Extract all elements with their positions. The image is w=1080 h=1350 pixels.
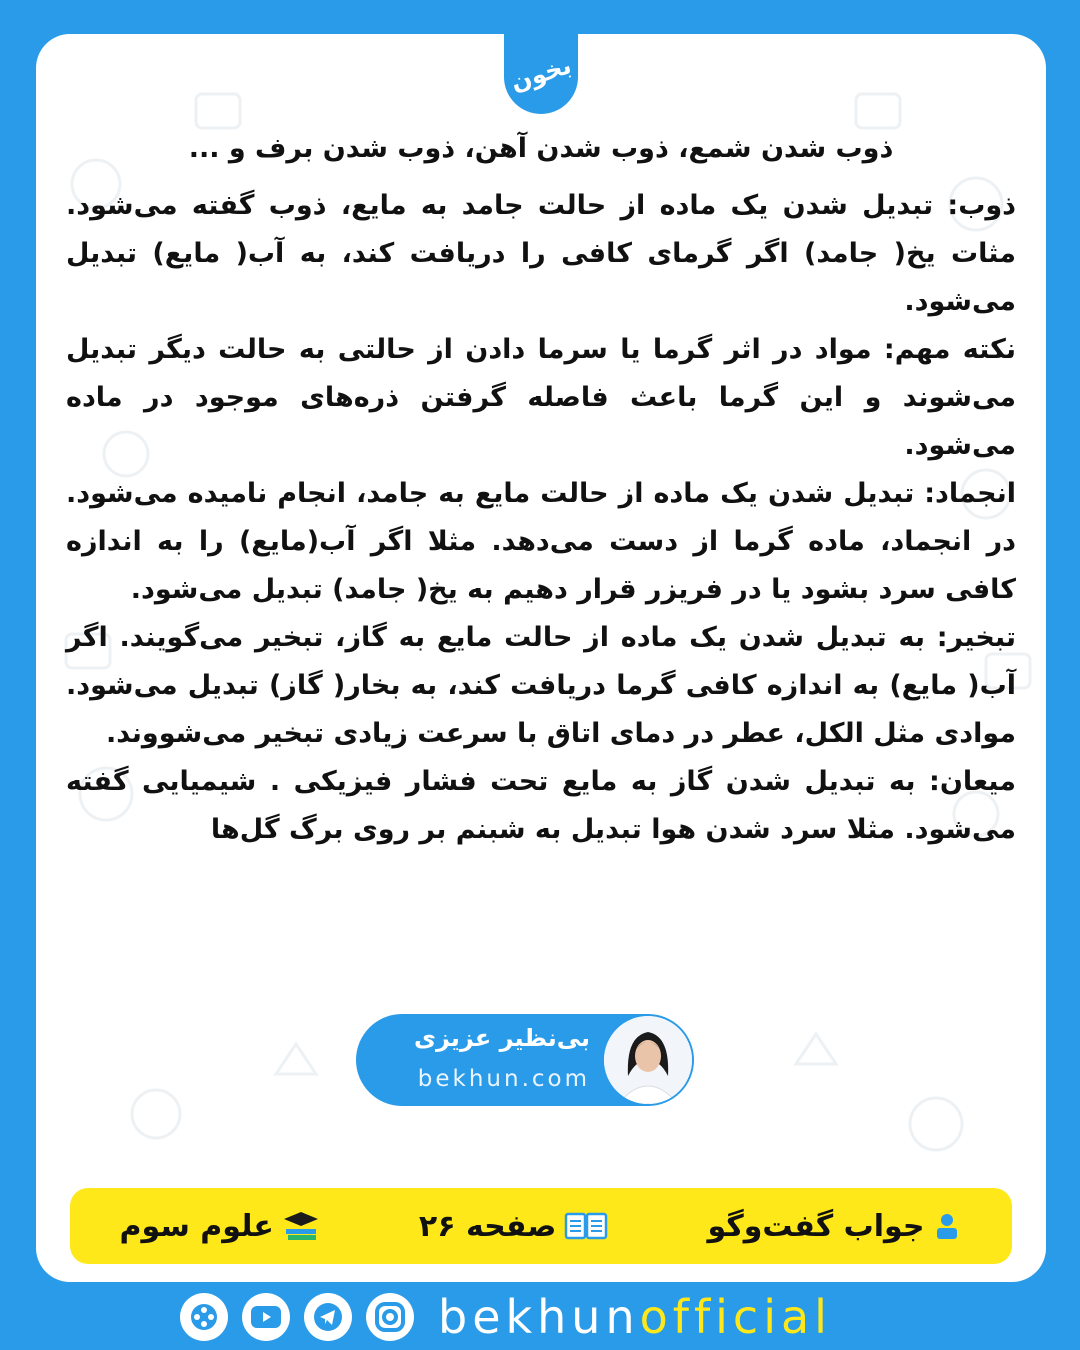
- film-reel-button[interactable]: [180, 1293, 228, 1341]
- paragraph-important-note: نکته مهم: مواد در اثر گرما یا سرما دادن از حالتی به حالت دیگر تبدیل می‌شوند و این گرما باعث فاصله گرفتن ذره‌های موجود در ماده می‌شود.: [66, 334, 1016, 461]
- author-name: بی‌نظیر عزیزی: [413, 1024, 590, 1052]
- lead-line: ذوب شدن شمع، ذوب شدن آهن، ذوب شدن برف و ...: [188, 133, 894, 164]
- telegram-icon: [313, 1302, 343, 1332]
- paragraph-evaporation: تبخیر: به تبدیل شدن یک ماده از حالت مایع به گاز، تبخیر می‌گویند. اگر آب( مایع) به اندازه کافی گرما دریافت کند، به بخار( گاز) تبدیل می‌شود. موادی مثل الکل، عطر در دمای اتاق با سرعت زیادی تبخیر می‌شووند.: [66, 622, 1016, 749]
- author-site[interactable]: bekhun.com: [417, 1066, 590, 1092]
- brand-handle[interactable]: bekhunofficial: [438, 1290, 832, 1344]
- avatar-icon: [604, 1016, 692, 1104]
- paragraph-freezing: انجماد: تبدیل شدن یک ماده از حالت مایع به جامد، انجام نامیده می‌شود. در انجماد، ماده گرما از دست می‌دهد. مثلا اگر آب(مایع) را به اندازه کافی سرد بشود یا در فریزر قرار دهیم به یخ( جامد) تبدیل می‌شود.: [66, 478, 1016, 605]
- paragraph-melting: ذوب: تبدیل شدن یک ماده از حالت جامد به مایع، ذوب گفته می‌شود. مثات یخ( جامد) اگر گرمای کافی را دریافت کند، به آب( مایع) تبدیل می‌شود.: [66, 190, 1016, 317]
- article-body: [66, 126, 1016, 854]
- graduation-books-icon: [282, 1210, 320, 1242]
- youtube-icon: [251, 1306, 281, 1328]
- footer: [180, 1288, 900, 1346]
- author-badge[interactable]: [356, 1014, 694, 1106]
- info-bar: [70, 1188, 1012, 1264]
- teacher-icon: [932, 1211, 962, 1241]
- brand-logo[interactable]: [504, 34, 578, 114]
- instagram-icon: [375, 1302, 405, 1332]
- instagram-button[interactable]: [366, 1293, 414, 1341]
- logo-text: بخون: [507, 51, 575, 97]
- subject-label: علوم سوم: [120, 1209, 320, 1244]
- open-book-icon: [564, 1211, 608, 1241]
- answer-label: جواب گفت‌وگو: [707, 1209, 962, 1244]
- telegram-button[interactable]: [304, 1293, 352, 1341]
- page-label: صفحه ۲۶: [419, 1209, 608, 1244]
- content-card: [36, 34, 1046, 1282]
- film-reel-icon: [189, 1302, 219, 1332]
- youtube-button[interactable]: [242, 1293, 290, 1341]
- paragraph-condensation: میعان: به تبدیل شدن گاز به مایع تحت فشار فیزیکی . شیمیایی گفته می‌شود. مثلا سرد شدن هوا تبدیل به شبنم بر روی برگ گل‌ها: [66, 766, 1016, 845]
- avatar: [604, 1016, 692, 1104]
